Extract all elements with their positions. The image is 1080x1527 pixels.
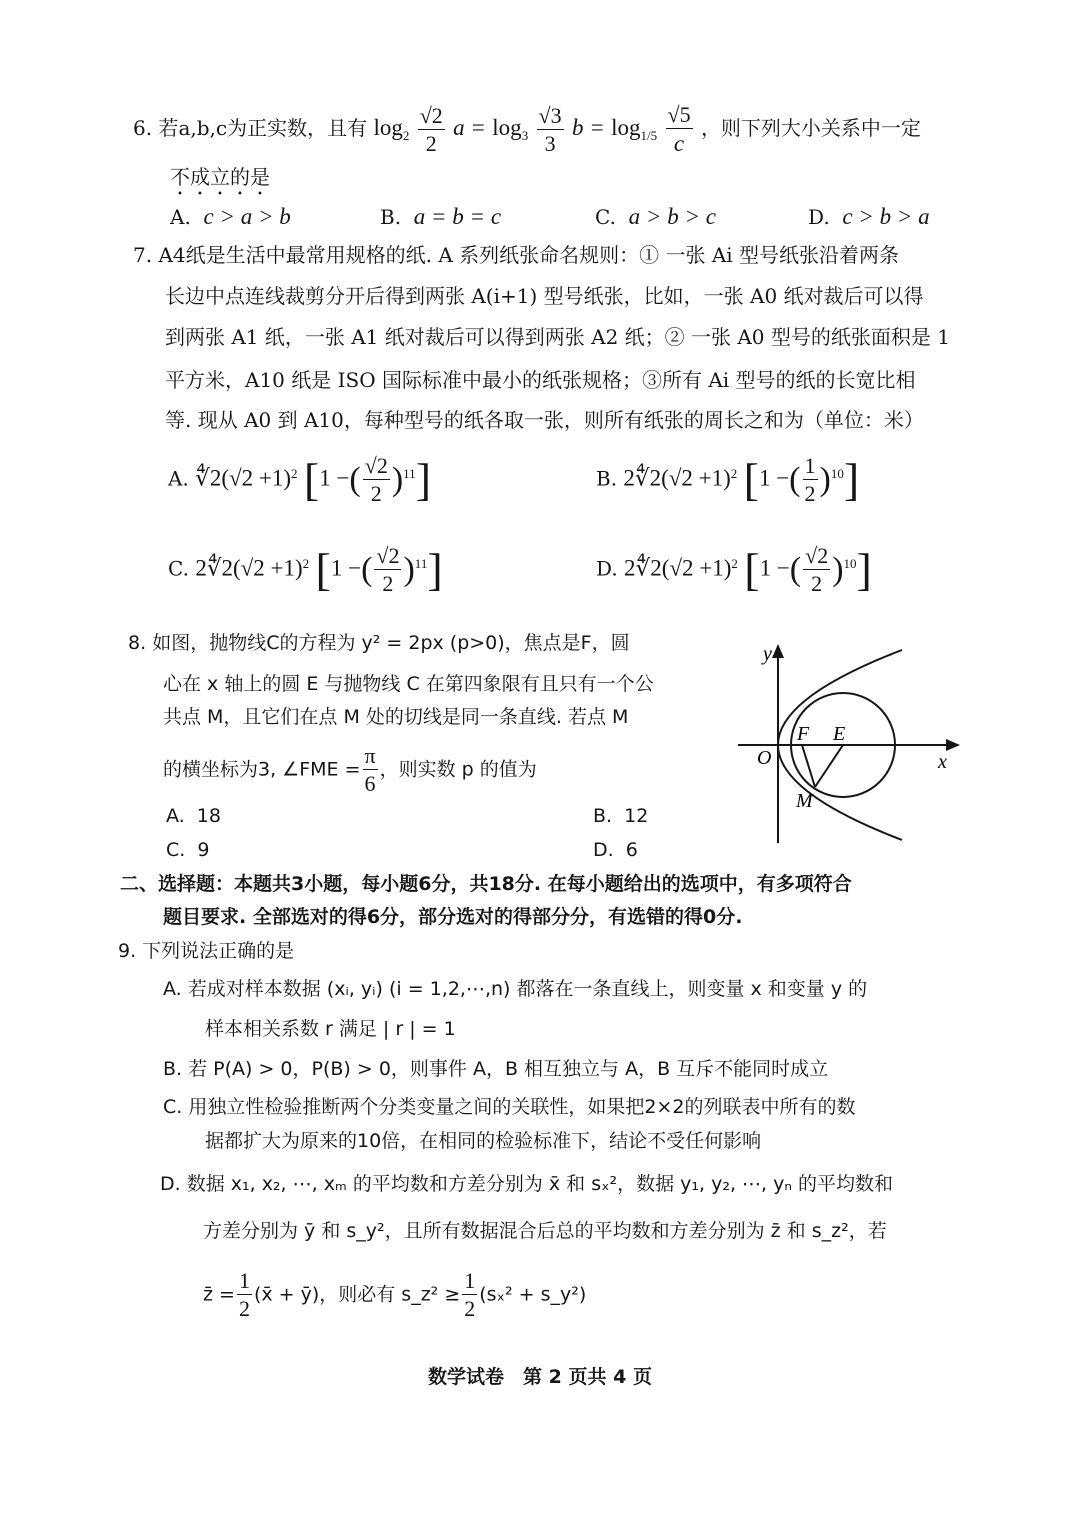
option-label: D. bbox=[808, 205, 830, 229]
option-7c bbox=[168, 545, 443, 595]
question-6-line-1 bbox=[133, 104, 921, 155]
option-8a bbox=[166, 807, 221, 826]
option-6c bbox=[595, 205, 716, 228]
origin-label: O bbox=[757, 747, 772, 769]
option-8c bbox=[166, 841, 210, 860]
exponent: 11 bbox=[414, 555, 428, 571]
option-text: 6 bbox=[625, 839, 638, 861]
bracket: ] bbox=[427, 544, 443, 595]
fraction bbox=[374, 545, 401, 595]
fraction bbox=[666, 104, 693, 155]
denominator: c bbox=[673, 131, 685, 156]
option-7d bbox=[596, 545, 872, 595]
option-9d-line-3 bbox=[203, 1270, 586, 1320]
x-label: x bbox=[938, 751, 947, 773]
question-7-line-4: 平方米，A10 纸是 ISO 国际标准中最小的纸张规格；③所有 Ai 型号的纸的长宽比相 bbox=[165, 368, 916, 392]
option-text: 12 bbox=[624, 805, 649, 827]
page-footer: 数学试卷 第 2 页共 4 页 bbox=[428, 1366, 652, 1388]
paren: ( bbox=[789, 461, 801, 498]
option-label: A. bbox=[170, 205, 191, 229]
option-9d-line-2: 方差分别为 ȳ 和 s_y²，且所有数据混合后总的平均数和方差分别为 z̄ 和 s_z²，若 bbox=[203, 1220, 887, 1242]
question-8-line-3: 共点 M，且它们在点 M 处的切线是同一条直线. 若点 M bbox=[163, 706, 629, 728]
math: (x̄ + ȳ)，则必有 s_z² ≥ bbox=[253, 1283, 461, 1306]
option-label: B. bbox=[380, 205, 402, 229]
question-text: 若a,b,c为正实数，且有 bbox=[158, 116, 368, 140]
question-7-line-1 bbox=[133, 245, 899, 265]
exponent: 10 bbox=[830, 465, 844, 481]
coefficient: 2∜2 bbox=[623, 465, 662, 491]
log-base: 2 bbox=[402, 128, 410, 143]
numerator: √3 bbox=[538, 102, 562, 128]
question-number: 7. bbox=[133, 243, 153, 267]
option-label: C. bbox=[595, 205, 616, 229]
bracket: ] bbox=[843, 454, 860, 505]
paren: ( bbox=[361, 551, 373, 588]
option-text: 18 bbox=[196, 805, 221, 827]
bracket: ] bbox=[856, 544, 872, 595]
log: log bbox=[492, 115, 522, 140]
question-8-line-1 bbox=[128, 634, 630, 653]
parabola-circle-figure bbox=[730, 630, 970, 850]
log: log bbox=[611, 115, 641, 140]
question-9-stem: 9. 下列说法正确的是 bbox=[118, 940, 295, 962]
fraction bbox=[363, 745, 378, 795]
paren: ( bbox=[789, 551, 802, 588]
numerator: √2 bbox=[419, 102, 443, 128]
option-text: a = b = c bbox=[413, 204, 502, 229]
denominator: 2 bbox=[811, 571, 823, 596]
paren-term: (√2 +1) bbox=[661, 465, 731, 491]
option-label: C. bbox=[168, 556, 189, 581]
option-label: D. bbox=[596, 556, 618, 581]
denominator: 2 bbox=[425, 130, 437, 156]
math: 1 − bbox=[758, 465, 790, 491]
denominator: 2 bbox=[464, 1296, 476, 1321]
question-text: 如图，抛物线C的方程为 y² = 2px (p>0)，焦点是F，圆 bbox=[152, 632, 630, 654]
denominator: 2 bbox=[370, 481, 382, 506]
log: log bbox=[373, 115, 403, 140]
option-label: A. bbox=[166, 805, 185, 827]
bracket: ] bbox=[415, 454, 432, 505]
option-label: B. bbox=[593, 805, 613, 827]
option-text: 9 bbox=[197, 839, 210, 861]
denominator: 2 bbox=[382, 571, 394, 596]
bracket: [ bbox=[315, 544, 331, 595]
option-label: B. bbox=[596, 466, 618, 491]
question-text: ，则下列大小关系中一定 bbox=[700, 116, 921, 140]
numerator: √5 bbox=[667, 102, 691, 127]
y-label: y bbox=[763, 643, 772, 665]
denominator: 2 bbox=[804, 481, 816, 506]
question-number: 6. bbox=[133, 116, 153, 140]
math: 1 − bbox=[759, 555, 790, 581]
option-text: c > a > b bbox=[203, 204, 291, 229]
option-9d-line-1: D. 数据 x₁, x₂, ⋯, xₘ 的平均数和方差分别为 x̄ 和 sₓ²，数据 y₁, y₂, ⋯, yₙ 的平均数和 bbox=[160, 1173, 893, 1195]
question-text: 的横坐标为3, ∠FME = bbox=[163, 758, 361, 781]
question-7-line-2: 长边中点连线裁剪分开后得到两张 A(i+1) 型号纸张，比如，一张 A0 纸对裁后可以得 bbox=[165, 284, 924, 308]
fraction bbox=[418, 102, 445, 156]
log-base: 1/5 bbox=[640, 128, 658, 143]
fraction bbox=[803, 455, 818, 505]
numerator: 1 bbox=[804, 453, 816, 478]
denominator: 3 bbox=[544, 130, 556, 156]
option-9b: B. 若 P(A) > 0，P(B) > 0，则事件 A，B 相互独立与 A，B 互斥不能同时成立 bbox=[163, 1058, 829, 1080]
paren: ) bbox=[391, 461, 404, 498]
bracket: [ bbox=[744, 544, 760, 595]
paren-term: (√2 +1) bbox=[661, 555, 732, 581]
paren: ) bbox=[832, 551, 844, 588]
numerator: 1 bbox=[238, 1268, 250, 1293]
denominator: 6 bbox=[364, 771, 376, 796]
section-2-heading: 二、选择题：本题共3小题，每小题6分，共18分. 在每小题给出的选项中，有多项符合 bbox=[120, 873, 852, 895]
question-text: ，则实数 p 的值为 bbox=[379, 758, 537, 781]
option-text: a > b > c bbox=[628, 204, 716, 229]
question-number: 8. bbox=[128, 632, 147, 654]
numerator: π bbox=[364, 743, 376, 768]
exponent: 11 bbox=[403, 465, 416, 481]
option-7b bbox=[596, 455, 859, 505]
denominator: 2 bbox=[238, 1296, 250, 1321]
log-base: 3 bbox=[521, 128, 529, 143]
question-text: A4纸是生活中最常用规格的纸. A 系列纸张命名规则：① 一张 Ai 型号纸张沿着两条 bbox=[158, 243, 900, 267]
coefficient: 2∜2 bbox=[195, 555, 233, 581]
math: z̄ = bbox=[203, 1283, 235, 1306]
option-label: A. bbox=[168, 466, 189, 491]
coefficient: ∜2 bbox=[195, 465, 222, 491]
question-7-line-3: 到两张 A1 纸，一张 A1 纸对裁后可以得到两张 A2 纸；② 一张 A0 型号的纸张面积是 1 bbox=[165, 325, 950, 349]
bracket: [ bbox=[743, 454, 759, 505]
section-2-instructions: 题目要求. 全部选对的得6分，部分选对的得部分分，有选错的得0分. bbox=[163, 906, 743, 928]
paren-term: (√2 +1) bbox=[221, 465, 291, 491]
paren: ) bbox=[403, 551, 415, 588]
fraction bbox=[537, 102, 564, 156]
question-8-line-2: 心在 x 轴上的圆 E 与抛物线 C 在第四象限有且只有一个公 bbox=[163, 673, 654, 695]
numerator: √2 bbox=[376, 543, 400, 568]
math: 1 − bbox=[330, 555, 362, 581]
bracket: [ bbox=[303, 454, 320, 505]
math: (sₓ² + s_y²) bbox=[479, 1283, 587, 1306]
exponent: 2 bbox=[291, 465, 298, 481]
option-8d bbox=[593, 841, 638, 860]
fraction bbox=[363, 455, 390, 505]
math: 1 − bbox=[319, 465, 350, 491]
fraction bbox=[803, 545, 830, 595]
question-6-line-2: 不成立的是 bbox=[170, 165, 270, 189]
fraction bbox=[237, 1270, 252, 1320]
question-7-line-5: 等. 现从 A0 到 A10，每种型号的纸各取一张，则所有纸张的周长之和为（单位：米） bbox=[165, 408, 924, 432]
option-6d bbox=[808, 205, 930, 228]
numerator: √2 bbox=[364, 453, 388, 478]
paren: ( bbox=[349, 461, 361, 498]
segment-em bbox=[815, 745, 843, 787]
focus-label: F bbox=[797, 723, 810, 745]
option-9a-line-1: A. 若成对样本数据 (xᵢ, yᵢ) (i = 1,2,⋯,n) 都落在一条直线上，则变量 x 和变量 y 的 bbox=[163, 978, 868, 1000]
option-9c-line-2: 据都扩大为原来的10倍，在相同的检验标准下，结论不受任何影响 bbox=[205, 1130, 762, 1152]
option-6a bbox=[170, 205, 291, 228]
option-9c-line-1: C. 用独立性检验推断两个分类变量之间的关联性，如果把2×2的列联表中所有的数 bbox=[163, 1096, 856, 1118]
paren: ) bbox=[819, 461, 831, 498]
option-text: c > b > a bbox=[842, 204, 930, 229]
exponent: 10 bbox=[843, 555, 857, 571]
numerator: √2 bbox=[805, 543, 829, 568]
center-label: E bbox=[833, 723, 846, 745]
option-label: D. bbox=[593, 839, 614, 861]
paren-term: (√2 +1) bbox=[232, 555, 303, 581]
exponent: 2 bbox=[730, 465, 738, 481]
numerator: 1 bbox=[464, 1268, 476, 1293]
option-label: C. bbox=[166, 839, 186, 861]
point-m-label: M bbox=[796, 790, 813, 812]
option-6b bbox=[380, 205, 501, 228]
option-9a-line-2: 样本相关系数 r 满足 | r | = 1 bbox=[205, 1018, 456, 1040]
question-8-line-4 bbox=[163, 745, 537, 795]
option-7a bbox=[168, 455, 431, 505]
math: b = bbox=[571, 115, 605, 140]
math: a = bbox=[453, 115, 486, 140]
exponent: 2 bbox=[731, 555, 738, 571]
coefficient: 2∜2 bbox=[624, 555, 662, 581]
fraction bbox=[462, 1270, 477, 1320]
exponent: 2 bbox=[302, 555, 310, 571]
option-8b bbox=[593, 807, 648, 826]
